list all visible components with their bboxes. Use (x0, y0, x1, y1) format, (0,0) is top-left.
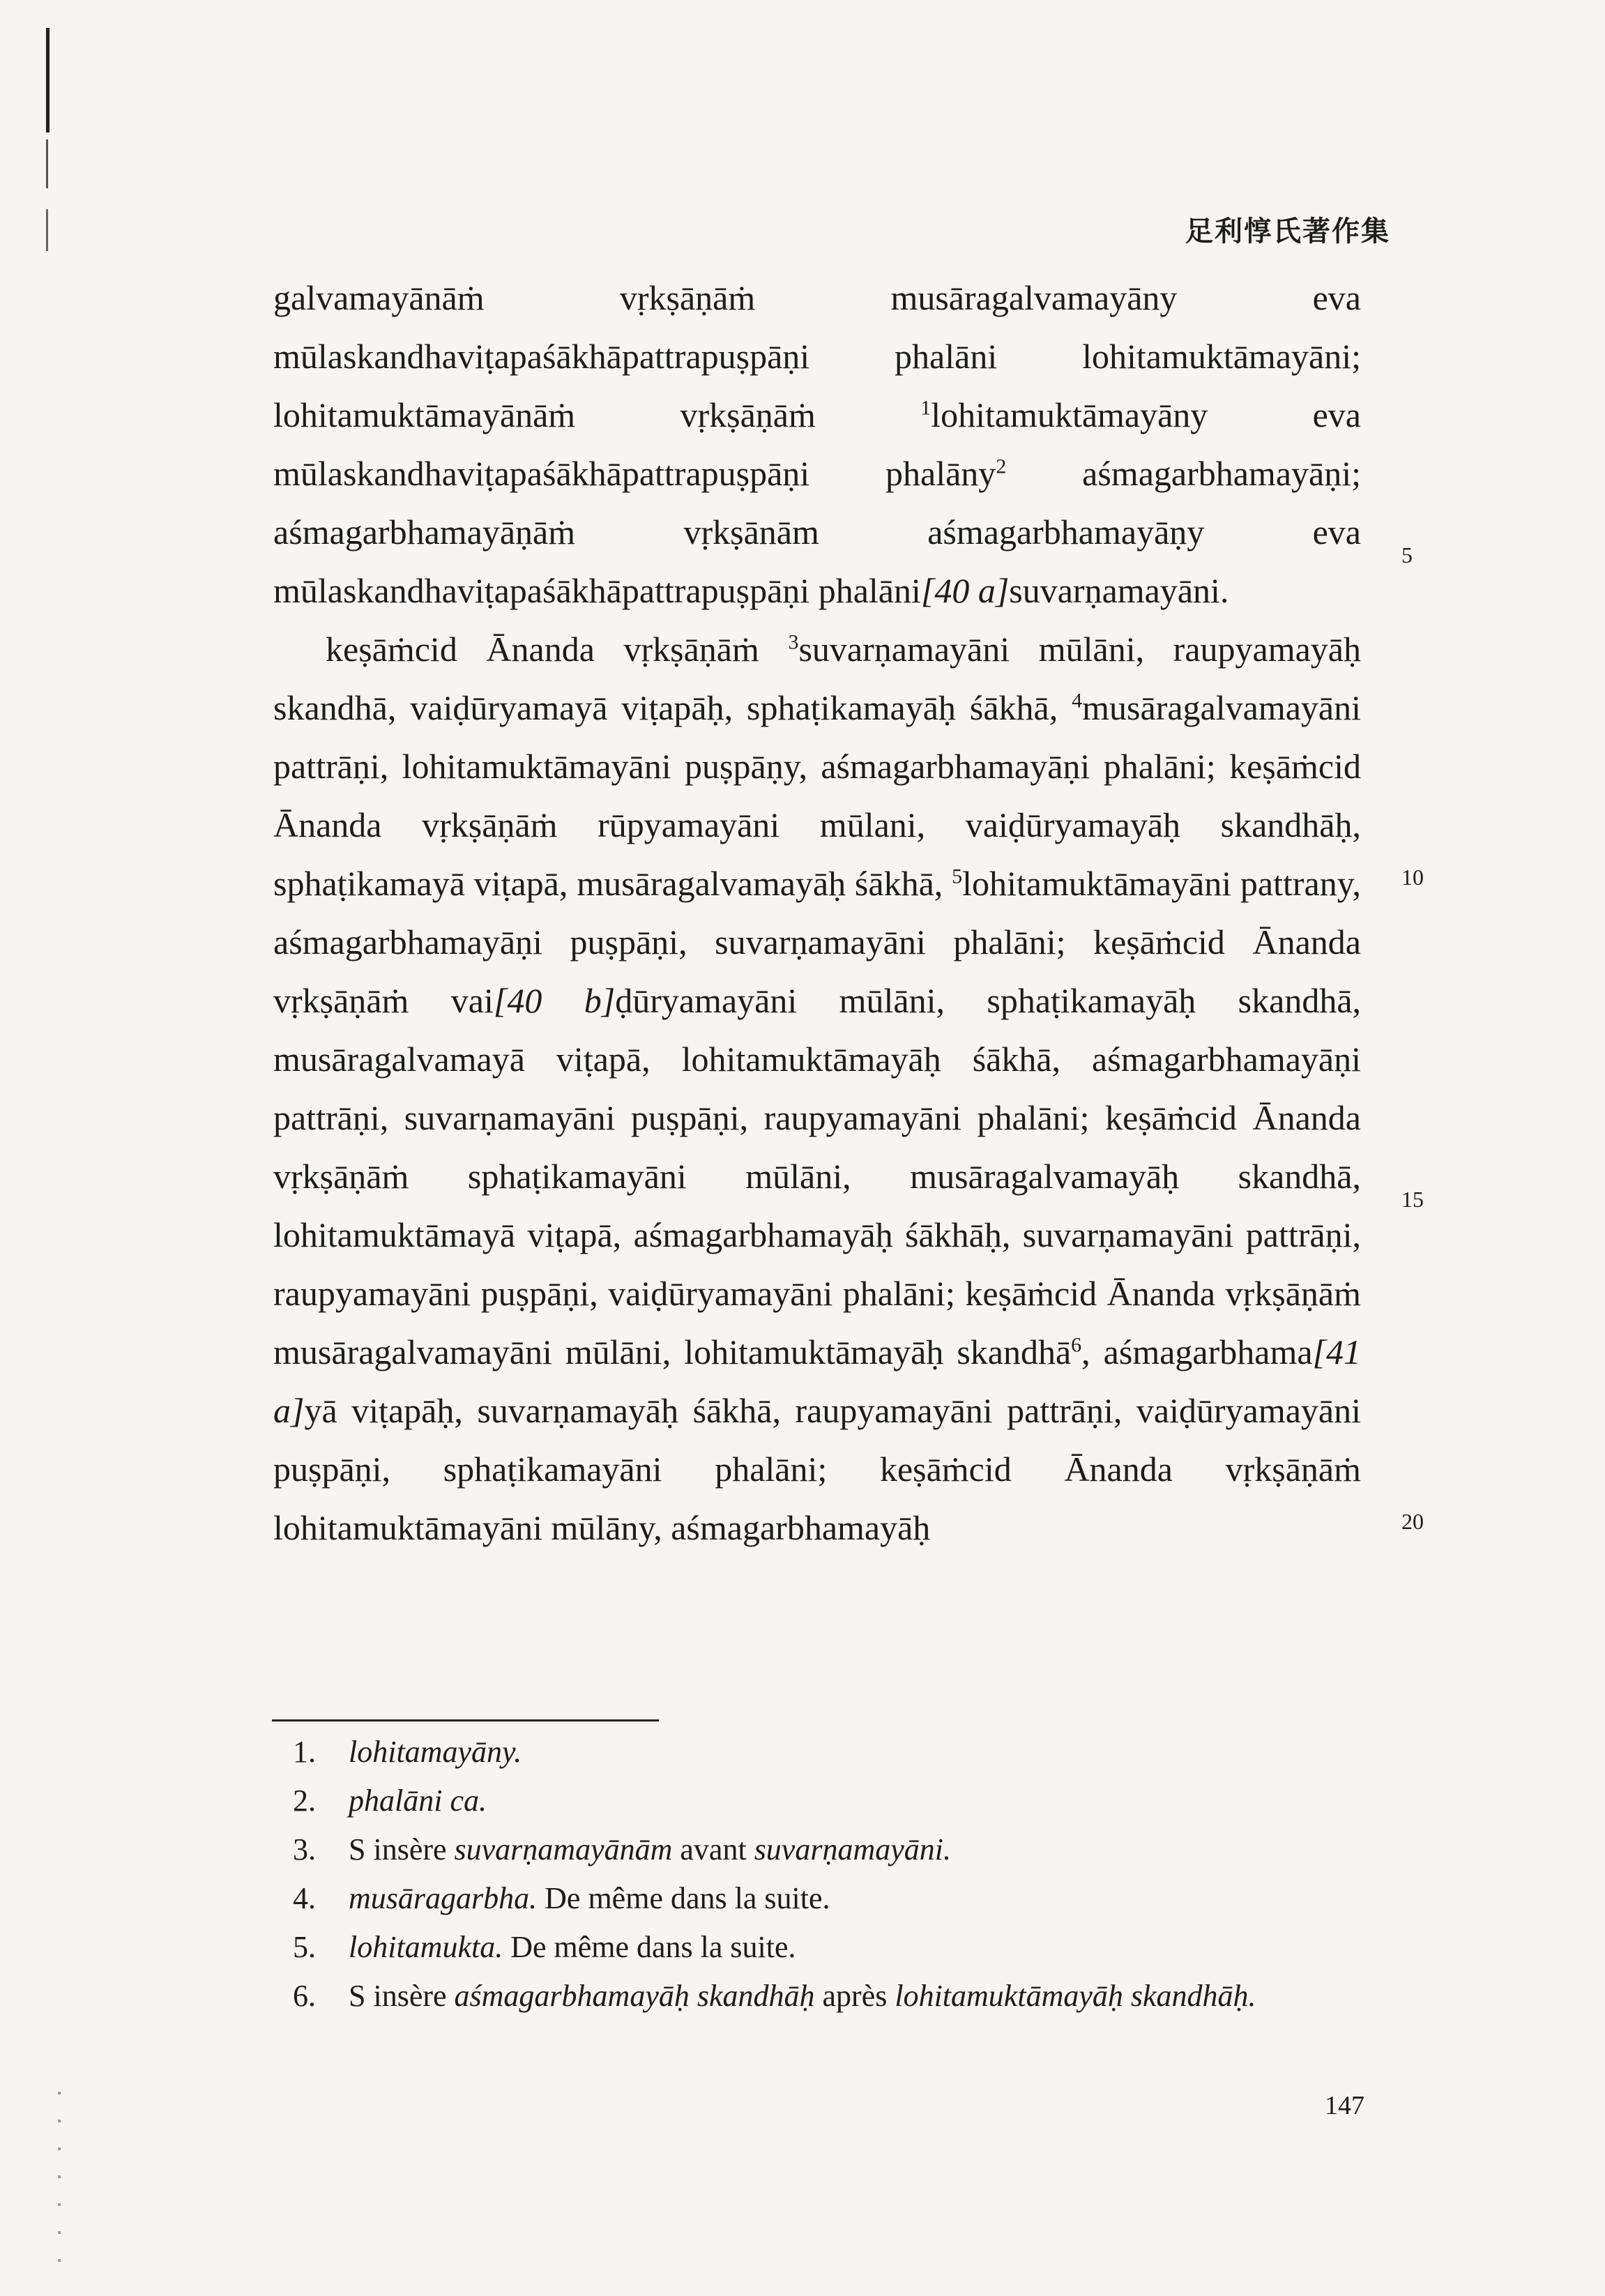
scan-edge-mark (46, 139, 48, 188)
footnote-marker: 2 (996, 455, 1007, 478)
line-number: 20 (1401, 1509, 1424, 1534)
footnote-marker: 1 (920, 396, 931, 420)
line-number: 10 (1401, 865, 1424, 890)
footnotes (293, 1728, 1380, 2021)
scan-edge-mark (46, 28, 50, 132)
footnote: 5. lohitamukta. De même dans la suite. (293, 1930, 796, 1964)
body-text (273, 268, 1361, 1557)
paragraph: keṣāṁcid Ānanda vṛkṣāṇāṁ $^3$suvarṇamayāni mūlāni, raupyamayāḥ skandhā, vaiḍūryamayā viṭapāḥ, sphaṭikamayāḥ śākhā, $^4$musāragalvamayāni pattrāṇi, lohitamuktāmayāni puṣpāṇy, aśmagarbhamayāṇi phalāni; keṣāṁcid Ānanda vṛkṣāṇāṁ rūpyamayāni mūlani, vaiḍūryamayāḥ skandhāḥ, sphaṭikamayā viṭapā, musāragalvamayāḥ śākhā, $^5$lohitamuktāmayāni pattrany, aśmagarbhamayāṇi puṣpāṇi, suvarṇamayāni phalāni; keṣāṁcid Ānanda vṛkṣāṇāṁ vai[40 b]ḍūryamayāni mūlāni, sphaṭikamayāḥ skandhā, musāragalvamayā viṭapā, lohitamuktāmayāḥ śākhā, aśmagarbhamayāṇi pattrāṇi, suvarṇamayāni puṣpāṇi, raupyamayāni phalāni; keṣāṁcid Ānanda vṛkṣāṇāṁ sphaṭikamayāni mūlāni, musāragalvamayāḥ skandhā, lohitamuktāmayā viṭapā, aśmagarbhamayāḥ śākhāḥ, suvarṇamayāni pattrāṇi, raupyamayāni puṣpāṇi, vaiḍūryamayāni phalāni; keṣāṁcid Ānanda vṛkṣāṇāṁ musāragalvamayāni mūlāni, lohitamuktāmayāḥ skandhā$^6$, aśmagarbhama[41 a]yā viṭapāḥ, suvarṇamayāḥ śākhā, raupyamayāni pattrāṇi, vaiḍūryamayāni puṣpāṇi, sphaṭikamayāni phalāni; keṣāṁcid Ānanda vṛkṣāṇāṁ lohitamuktāmayāni mūlāny, aśmagarbhamayāḥ (273, 630, 1362, 1547)
line-number: 15 (1401, 1187, 1424, 1212)
footnote-marker: 6 (1071, 1333, 1082, 1357)
footnote: 2. phalāni ca. (293, 1784, 487, 1818)
paragraph: galvamayānāṁ vṛkṣāṇāṁ musāragalvamayāny eva mūlaskandhaviṭapaśākhāpattrapuṣpāṇi phalāni lohitamuktāmayāni; lohitamuktāmayānāṁ vṛkṣāṇāṁ $^1$lohitamuktāmayāny eva mūlaskandhaviṭapaśākhāpattrapuṣpāṇi phalāny$^2$ aśmagarbhamayāṇi; aśmagarbhamayāṇāṁ vṛkṣānām aśmagarbhamayāṇy eva mūlaskandhaviṭapaśākhāpattrapuṣpāṇi phalāni[40 a]suvarṇamayāni. (273, 278, 1361, 610)
footnote: 3. S insère suvarṇamayānām avant suvarṇamayāni. (293, 1832, 951, 1867)
folio-reference: [40 b] (493, 981, 616, 1020)
line-number: 5 (1401, 542, 1413, 568)
running-header: 足利惇氏著作集 (1185, 215, 1390, 248)
footnote-rule (272, 1719, 659, 1721)
footnote-marker: 5 (952, 865, 963, 888)
scan-edge-mark (46, 209, 48, 251)
footnote-marker: 3 (788, 630, 799, 654)
footnote: 1. lohitamayāny. (293, 1735, 522, 1769)
page-number: 147 (1325, 2091, 1364, 2120)
footnote-marker: 4 (1072, 689, 1083, 713)
footnote: 6. S insère aśmagarbhamayāḥ skandhāḥ après lohitamuktāmayāḥ skandhāḥ. (293, 1979, 1256, 2013)
footnote: 4. musāragarbha. De même dans la suite. (293, 1881, 830, 1915)
scan-edge-dots (58, 2092, 61, 2273)
folio-reference: [40 a] (920, 571, 1010, 610)
folio-reference: [41 a] (273, 1332, 1361, 1430)
